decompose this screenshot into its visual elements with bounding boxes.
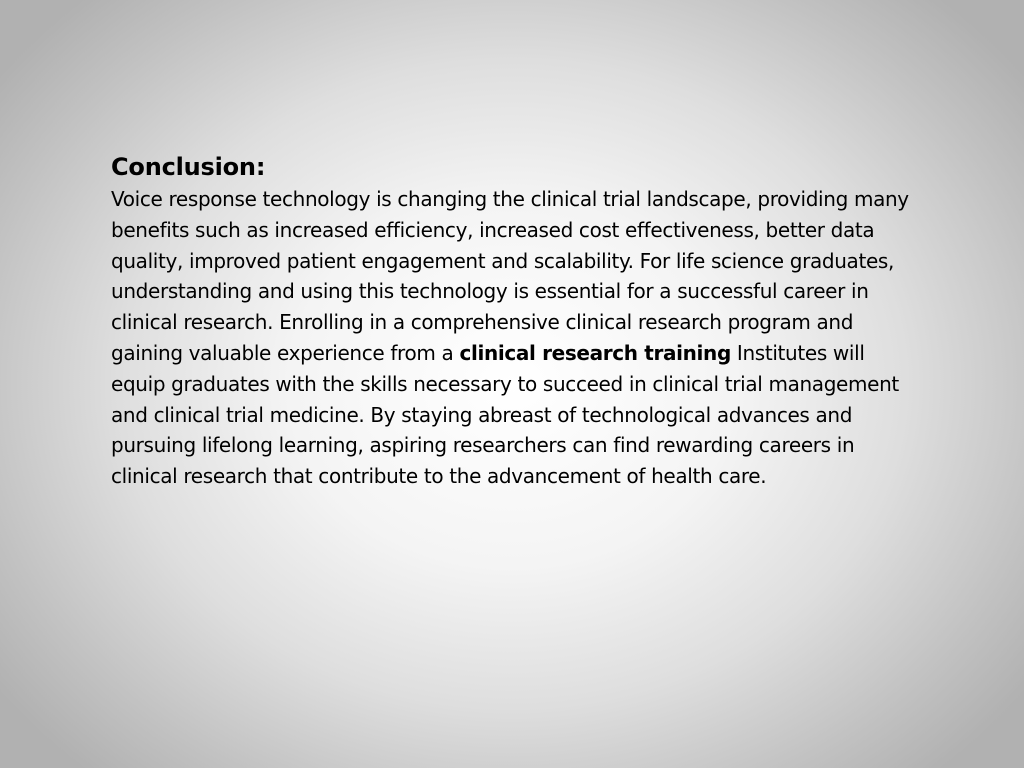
paragraph-text-before: Voice response technology is changing the clinical trial landscape, providing many benefits such as increased efficiency, increased cost effectiveness, better data quality, improved patient engagement and scalability. For life science graduates, understanding and using this technology is essential for a successful career in clinical research. Enrolling in a comprehensive clinical research program and gaining valuable experience from a [111,187,909,365]
paragraph-text-after: Institutes will equip graduates with the skills necessary to succeed in clinical trial management and clinical trial medicine. By staying abreast of technological advances and pursuing lifelong learning, aspiring researchers can find rewarding careers in clinical research that contribute to the advancement of health care. [111,340,899,489]
slide-content [111,150,921,492]
conclusion-paragraph [111,184,921,492]
conclusion-heading: Conclusion: [111,153,266,181]
clinical-research-training-link[interactable]: clinical research training [459,340,731,365]
